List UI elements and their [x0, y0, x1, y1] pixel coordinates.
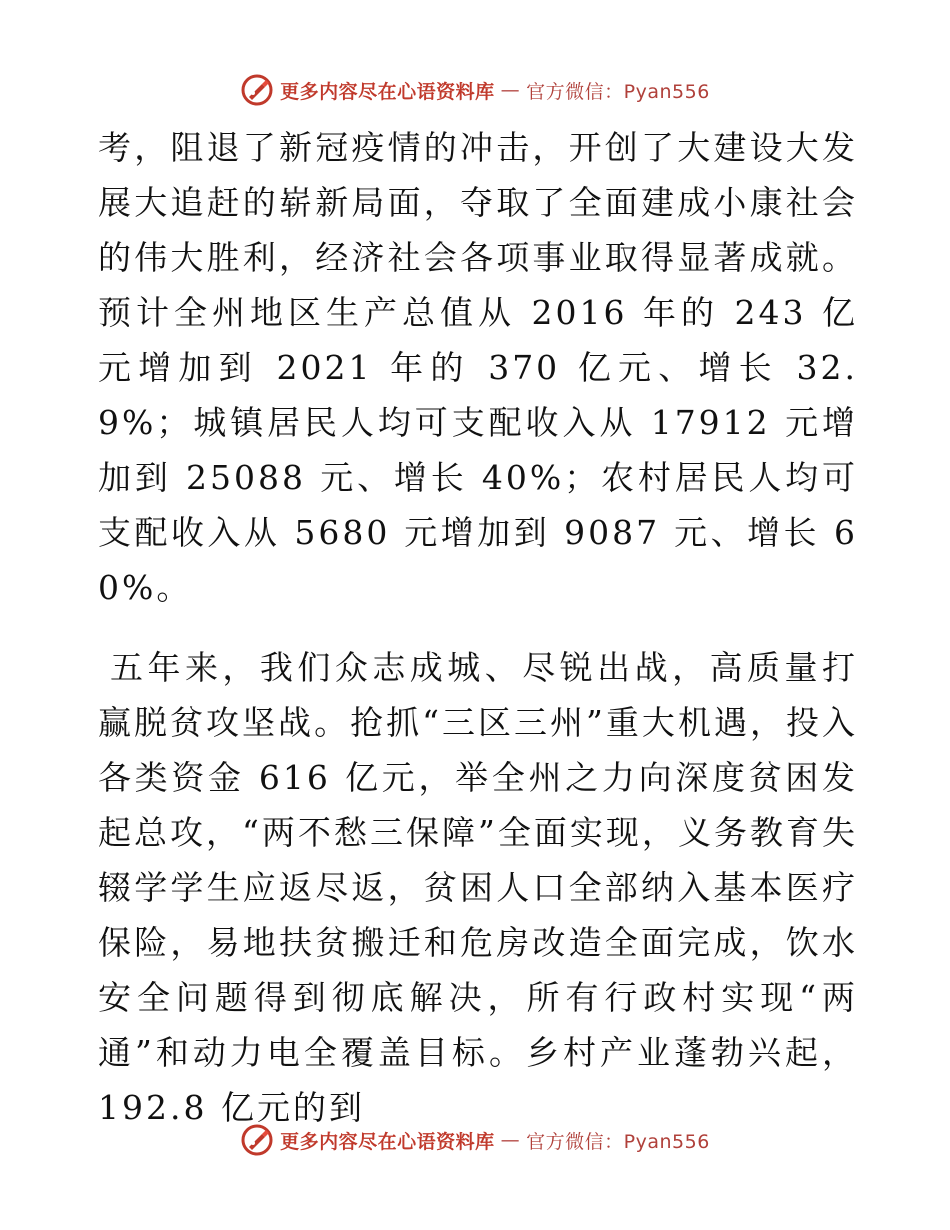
paragraph-achievements: 考，阻退了新冠疫情的冲击，开创了大建设大发展大追赶的崭新局面，夺取了全面建成小康社会的伟大胜利，经济社会各项事业取得显著成就。预计全州地区生产总值从 2016 年的 243 亿元增加到 2021 年的 370 亿元、增长 32.9%；城镇居民人均可支配收入从 17912 元增加到 25088 元、增长 40%；农村居民人均可支配收入从 5680 元增加到 9087 元、增长 60%。	[98, 128, 858, 607]
banner-wechat-text: 官方微信：Pyan556	[526, 80, 710, 103]
pen-logo-icon	[240, 73, 274, 107]
footer-watermark-banner	[0, 1120, 950, 1160]
banner-separator: —	[500, 79, 521, 101]
pen-logo-icon	[240, 1123, 274, 1157]
document-body	[98, 120, 858, 1135]
banner-wechat-text: 官方微信：Pyan556	[526, 1130, 710, 1153]
header-watermark-banner	[0, 70, 950, 110]
banner-site-text: 更多内容尽在心语资料库	[280, 1130, 495, 1153]
paragraph-poverty-alleviation: 五年来，我们众志成城、尽锐出战，高质量打赢脱贫攻坚战。抢抓“三区三州”重大机遇，投入各类资金 616 亿元，举全州之力向深度贫困发起总攻，“两不愁三保障”全面实现，义务教育失辍学学生应返尽返，贫困人口全部纳入基本医疗保险，易地扶贫搬迁和危房改造全面完成，饮水安全问题得到彻底解决，所有行政村实现“两通”和动力电全覆盖目标。乡村产业蓬勃兴起，192.8 亿元的到	[98, 648, 858, 1127]
banner-separator: —	[500, 1129, 521, 1151]
banner-site-text: 更多内容尽在心语资料库	[280, 80, 495, 103]
